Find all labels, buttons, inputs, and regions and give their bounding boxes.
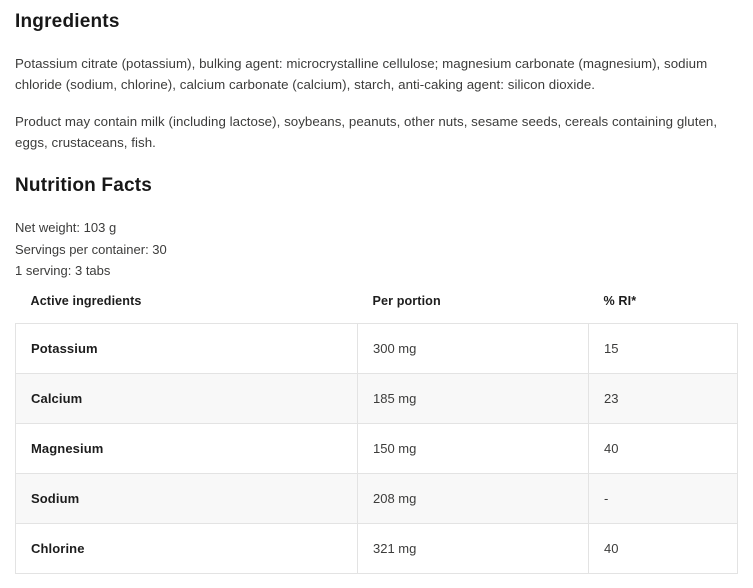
ingredient-name: Calcium [16,373,358,423]
ingredient-ri-value: 40 [589,423,738,473]
ingredient-per-portion: 150 mg [358,423,589,473]
ingredients-title: Ingredients [15,11,120,32]
ingredient-per-portion: 208 mg [358,473,589,523]
ingredient-ri-value: 15 [589,323,738,373]
ingredient-per-portion: 185 mg [358,373,589,423]
column-header-per-portion: Per portion [372,293,441,308]
column-header-active-ingredients: Active ingredients [30,293,142,308]
ingredient-per-portion: 321 mg [358,523,589,573]
active-ingredients-table [15,294,738,574]
nutrition-facts-section [15,175,740,574]
ingredient-per-portion: 300 mg [358,323,589,373]
table-row-potassium [16,323,738,373]
table-row-chlorine [16,523,738,573]
ingredient-ri-value: - [589,473,738,523]
ingredients-section [15,11,740,153]
ingredient-ri-value: 40 [589,523,738,573]
table-row-sodium [16,473,738,523]
serving-size-text: 1 serving: 3 tabs [15,263,111,278]
ingredients-allergen-text: Product may contain milk (including lactose), soybeans, peanuts, other nuts, sesame seeds, cereals containing gluten, eggs, crustaceans, fish. [15,114,718,150]
ingredient-ri-value: 23 [589,373,738,423]
column-header-ri: % RI* [603,293,637,308]
ingredient-name: Chlorine [16,523,358,573]
servings-per-container-text: Servings per container: 30 [15,241,167,257]
table-row-calcium [16,373,738,423]
serving-info [15,217,740,282]
ingredients-composition-text: Potassium citrate (potassium), bulking agent: microcrystalline cellulose; magnesium carbonate (magnesium), sodium chloride (sodium, chlorine), calcium carbonate (calcium), starch, anti-caking agent: silicon dioxide. [15,56,708,92]
net-weight-text: Net weight: 103 g [15,220,117,235]
ingredient-name: Sodium [16,473,358,523]
ingredient-name: Magnesium [16,423,358,473]
table-header-row [16,294,738,324]
ingredient-name: Potassium [16,323,358,373]
nutrition-facts-title: Nutrition Facts [15,175,153,196]
table-row-magnesium [16,423,738,473]
